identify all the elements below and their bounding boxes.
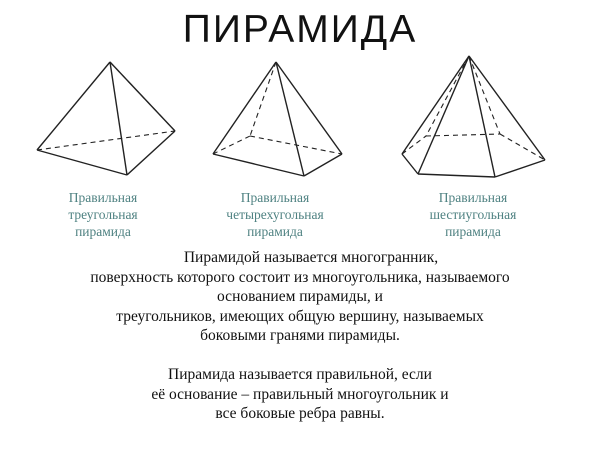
hex-hidden-base-edge-2 (426, 134, 500, 136)
tri-lateral-edge-right (110, 62, 175, 131)
caption-line: треугольная (68, 207, 138, 222)
quadrangular-pyramid-drawing (210, 54, 360, 179)
definition-line: боковыми гранями пирамиды. (200, 327, 400, 344)
hex-hidden-lateral-edge-2 (469, 56, 500, 134)
quadrangular-pyramid-figure (210, 54, 360, 179)
pyramid-definition (0, 248, 600, 346)
tri-base-edge-front-right (127, 131, 175, 175)
hex-base-edge-front-2 (418, 174, 495, 177)
definition-line: Пирамида называется правильной, если (168, 366, 432, 383)
triangular-pyramid-figure (28, 54, 178, 179)
caption-line: четырехугольная (226, 207, 324, 222)
tri-lateral-edge-left (37, 62, 110, 150)
hex-lateral-edge-2 (418, 56, 469, 174)
caption-line: пирамида (445, 224, 501, 239)
hex-hidden-base-edge-3 (500, 134, 545, 160)
hexagonal-pyramid-drawing (398, 54, 550, 179)
quad-base-edge-front-right (304, 154, 342, 176)
hexagonal-pyramid-figure (398, 54, 550, 179)
hex-lateral-edge-1 (402, 56, 469, 154)
regular-pyramid-definition (0, 365, 600, 424)
triangular-pyramid-drawing (28, 54, 178, 179)
definition-line: поверхность которого состоит из многоугольника, называемого (90, 268, 510, 286)
quad-lateral-edge-right (276, 62, 342, 154)
hex-base-edge-front-1 (402, 154, 418, 174)
definition-line: треугольников, имеющих общую вершину, называемых (116, 307, 484, 325)
definition-line: Пирамидой называется многогранник, (183, 249, 439, 266)
caption-quadrangular-pyramid (200, 189, 350, 240)
hex-hidden-base-edge-1 (402, 136, 426, 154)
hex-hidden-lateral-edge-1 (426, 56, 469, 136)
caption-triangular-pyramid (28, 189, 178, 240)
quad-hidden-lateral-edge (250, 62, 276, 136)
quad-lateral-edge-front (276, 62, 304, 176)
quad-base-edge-front-left (213, 154, 304, 176)
tri-base-edge-front-left (37, 150, 127, 175)
caption-line: Правильная (68, 190, 138, 205)
caption-line: пирамида (75, 224, 131, 239)
caption-hexagonal-pyramid (398, 189, 548, 240)
definition-line: все боковые ребра равны. (215, 405, 385, 422)
tri-lateral-edge-front (110, 62, 127, 175)
quad-lateral-edge-left (213, 62, 276, 154)
caption-line: пирамида (247, 224, 303, 239)
definition-line: основанием пирамиды, и (217, 288, 383, 305)
tri-hidden-base-edge (37, 131, 175, 150)
caption-line: Правильная (240, 190, 310, 205)
caption-line: Правильная (438, 190, 508, 205)
page-title: ПИРАМИДА (182, 8, 418, 51)
caption-line: шестиугольная (429, 207, 517, 222)
hex-base-edge-front-3 (495, 160, 545, 177)
definition-line: её основание – правильный многоугольник и (151, 385, 449, 403)
